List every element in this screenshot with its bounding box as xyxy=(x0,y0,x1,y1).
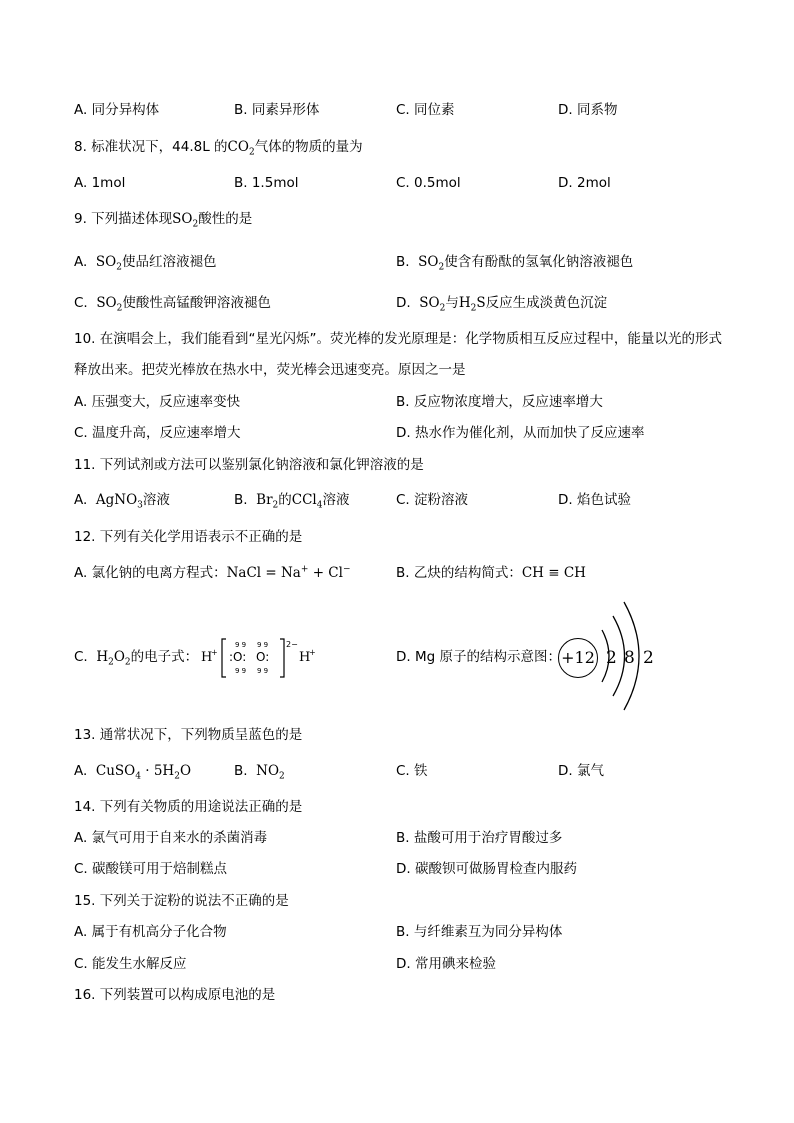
q15-option-d: D. 常用碘来检验 xyxy=(396,956,496,972)
q15-option-a: A. 属于有机高分子化合物 xyxy=(74,924,227,940)
q11-option-c: C. 淀粉溶液 xyxy=(396,492,469,508)
svg-text:9 9: 9 9 xyxy=(257,641,269,649)
q7-option-d: D. 同系物 xyxy=(558,102,618,118)
q9-option-c: C. $SO_2$使酸性高锰酸钾溶液褪色 xyxy=(74,295,271,314)
q9-option-d: D. $SO_2$与$H_2S$反应生成淡黄色沉淀 xyxy=(396,295,608,314)
q12-stem: 12. 下列有关化学用语表示不正确的是 xyxy=(74,529,303,545)
q10-option-b: B. 反应物浓度增大，反应速率增大 xyxy=(396,394,603,410)
svg-text:9 9: 9 9 xyxy=(235,641,247,649)
svg-text:9 9: 9 9 xyxy=(257,667,269,675)
q13-option-b: B. $NO_2$ xyxy=(234,763,285,782)
q16-stem: 16. 下列装置可以构成原电池的是 xyxy=(74,987,276,1003)
q11-option-b: B. $Br_2$的CCl$_4$溶液 xyxy=(234,492,350,511)
q8-option-d: D. 2mol xyxy=(558,175,611,191)
mg-shell-1-count: 2 xyxy=(606,648,617,668)
q14-stem: 14. 下列有关物质的用途说法正确的是 xyxy=(74,799,303,815)
q9-stem: 9. 下列描述体现$SO_2$酸性的是 xyxy=(74,211,253,230)
q10-option-a: A. 压强变大，反应速率变快 xyxy=(74,394,241,410)
svg-text:2−: 2− xyxy=(286,640,298,649)
q14-option-a: A. 氯气可用于自来水的杀菌消毒 xyxy=(74,830,268,846)
svg-text:+: + xyxy=(309,648,316,657)
q12-option-a: A. 氯化钠的电离方程式：NaCl = Na+ + Cl− xyxy=(74,564,351,581)
q8-stem: 8. 标准状况下，44.8L 的$CO_2$气体的物质的量为 xyxy=(74,139,363,158)
mg-shell-3-count: 2 xyxy=(643,648,654,668)
q14-option-c: C. 碳酸镁可用于焙制糕点 xyxy=(74,861,228,877)
svg-text:H: H xyxy=(201,650,213,665)
q14-option-d: D. 碳酸钡可做肠胃检查内服药 xyxy=(396,861,577,877)
svg-text:H: H xyxy=(299,650,311,665)
q12-option-c: C. $H_2O_2$的电子式： xyxy=(74,649,199,668)
q12-option-d: D. Mg 原子的结构示意图： xyxy=(396,649,561,665)
svg-text:+: + xyxy=(211,648,218,657)
svg-text:O:: O: xyxy=(256,650,270,664)
q12-option-b: B. 乙炔的结构简式：CH ≡ CH xyxy=(396,565,586,581)
q9-option-a: A. $SO_2$使品红溶液褪色 xyxy=(74,254,217,273)
mg-shell-2-count: 8 xyxy=(624,648,635,668)
q10-option-d: D. 热水作为催化剂，从而加快了反应速率 xyxy=(396,425,645,441)
q7-option-b: B. 同素异形体 xyxy=(234,102,320,118)
q15-option-c: C. 能发生水解反应 xyxy=(74,956,187,972)
q11-option-d: D. 焰色试验 xyxy=(558,492,631,508)
q13-option-a: A. CuSO$_4$ · $5H_2O$ xyxy=(74,763,192,782)
q9-option-b: B. $SO_2$使含有酚酞的氢氧化钠溶液褪色 xyxy=(396,254,634,273)
q10-stem: 10. 在演唱会上，我们能看到“星光闪烁”。荧光棒的发光原理是：化学物质相互反应过程中，能量以光的形式释放出来。把荧光棒放在热水中，荧光棒会迅速变亮。原因之一是 xyxy=(74,331,722,378)
h2o2-electron-dot-formula xyxy=(198,632,338,682)
q11-option-a: A. AgNO$_3$溶液 xyxy=(74,492,170,511)
q13-option-c: C. 铁 xyxy=(396,763,428,779)
q15-stem: 15. 下列关于淀粉的说法不正确的是 xyxy=(74,893,289,909)
q15-option-b: B. 与纤维素互为同分异构体 xyxy=(396,924,563,940)
q13-option-d: D. 氯气 xyxy=(558,763,604,779)
q8-option-a: A. 1mol xyxy=(74,175,126,191)
q14-option-b: B. 盐酸可用于治疗胃酸过多 xyxy=(396,830,563,846)
q13-stem: 13. 通常状况下，下列物质呈蓝色的是 xyxy=(74,727,303,743)
svg-text::O:: :O: xyxy=(229,650,247,664)
nacl-ionization-equation: NaCl = Na+ + Cl− xyxy=(226,564,351,581)
mg-nucleus: +12 xyxy=(558,638,598,678)
q7-option-a: A. 同分异构体 xyxy=(74,102,160,118)
svg-text:9 9: 9 9 xyxy=(235,667,247,675)
q8-option-c: C. 0.5mol xyxy=(396,175,461,191)
q11-stem: 11. 下列试剂或方法可以鉴别氯化钠溶液和氯化钾溶液的是 xyxy=(74,457,424,473)
co2-formula: $CO_2$ xyxy=(227,139,255,158)
q8-option-b: B. 1.5mol xyxy=(234,175,299,191)
q10-option-c: C. 温度升高，反应速率增大 xyxy=(74,425,241,441)
q7-option-c: C. 同位素 xyxy=(396,102,455,118)
